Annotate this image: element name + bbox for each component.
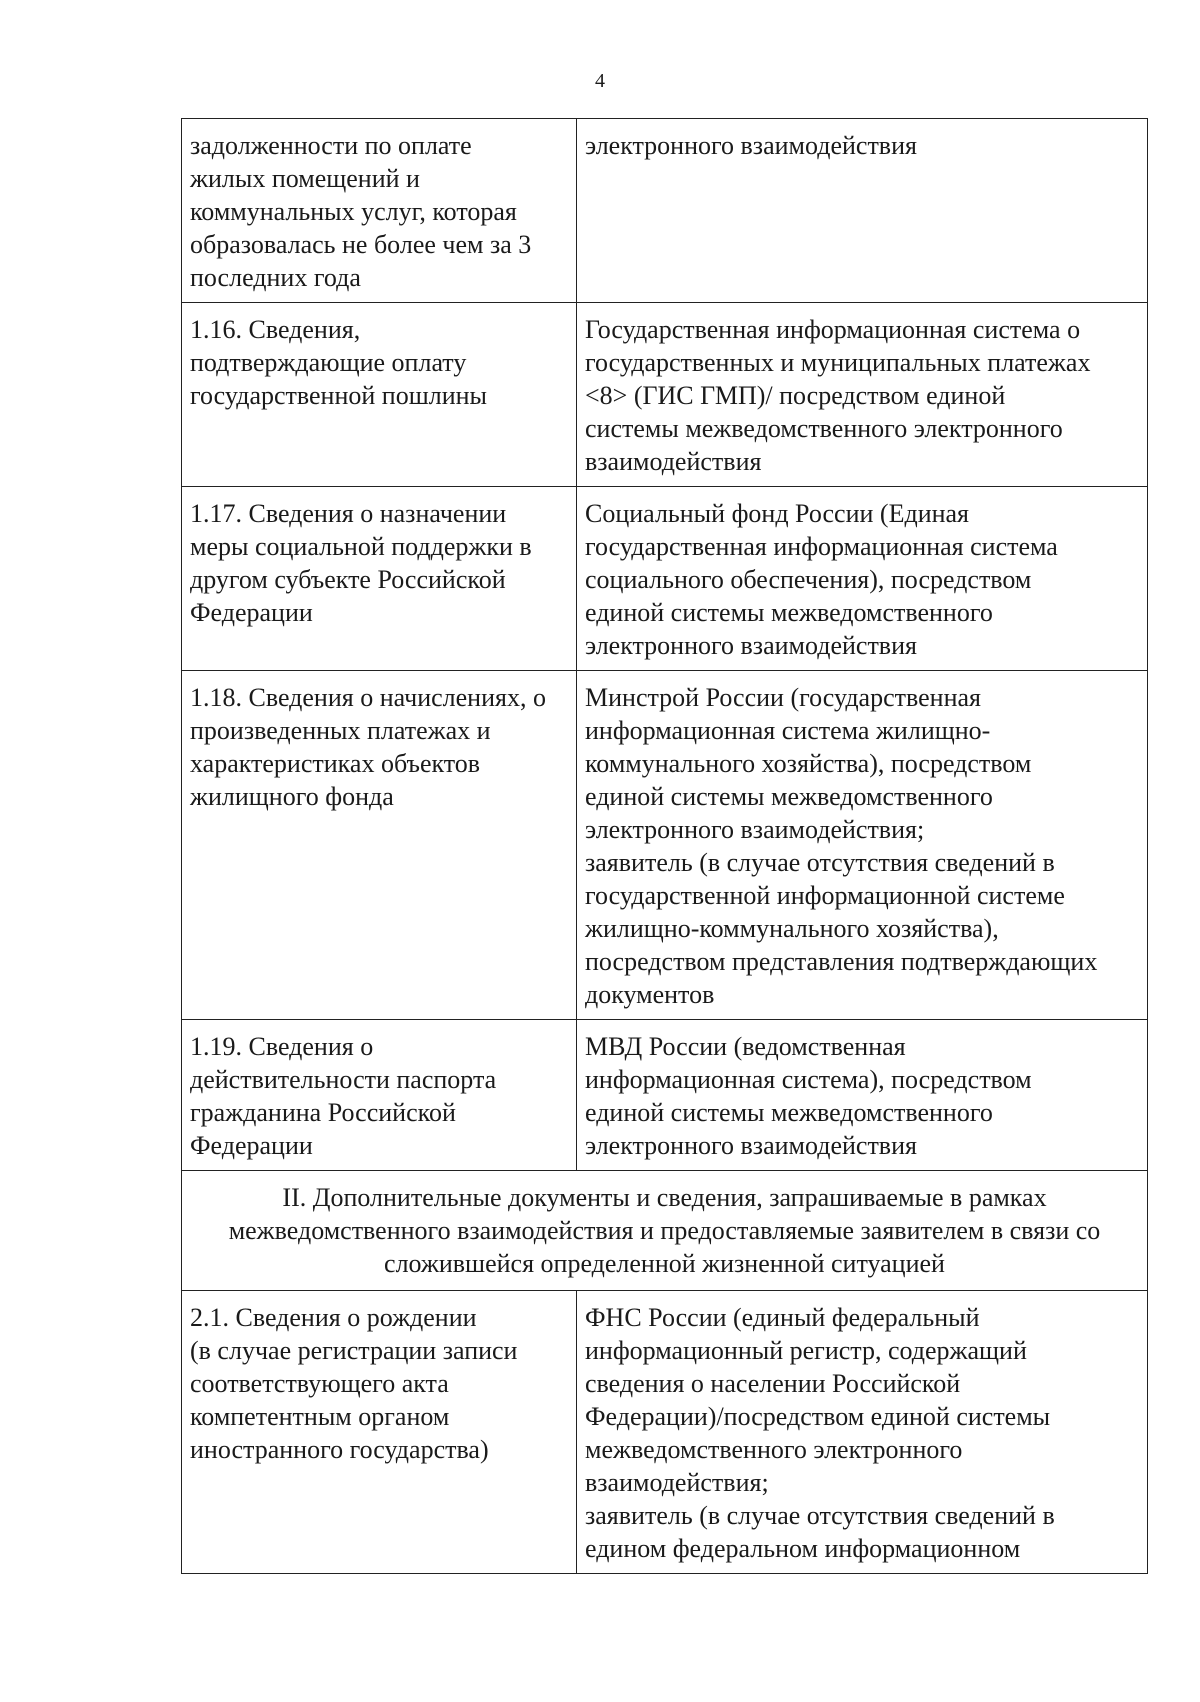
text-line: электронного взаимодействия — [585, 631, 917, 660]
table-row — [182, 119, 1148, 303]
text-line: последних года — [190, 263, 361, 292]
text-line: сведения о населении Российской — [585, 1369, 961, 1398]
text-line: единой системы межведомственного — [585, 782, 993, 811]
text-line: Минстрой России (государственная — [585, 683, 981, 712]
text-line: заявитель (в случае отсутствия сведений в — [585, 848, 1055, 877]
section-header-line: сложившейся определенной жизненной ситуацией — [384, 1249, 945, 1278]
row-1-19-left-cell — [182, 1020, 577, 1171]
text-line: единой системы межведомственного — [585, 1098, 993, 1127]
text-line: 1.18. Сведения о начислениях, о — [190, 683, 546, 712]
section-header-line: межведомственного взаимодействия и предоставляемые заявителем в связи со — [228, 1216, 1101, 1245]
text-line: Социальный фонд России (Единая — [585, 499, 970, 528]
text-line: 2.1. Сведения о рождении — [190, 1303, 477, 1332]
text-line: ФНС России (единый федеральный — [585, 1303, 980, 1332]
text-line: едином федеральном информационном — [585, 1534, 1021, 1563]
text-line: Федерации — [190, 1131, 313, 1160]
text-line: компетентным органом — [190, 1402, 450, 1431]
document-table — [181, 118, 1148, 1574]
table-row — [182, 1291, 1148, 1574]
text-line: информационная система жилищно- — [585, 716, 991, 745]
page-number: 4 — [595, 70, 605, 92]
text-line: электронного взаимодействия; — [585, 815, 925, 844]
text-line: Государственная информационная система о — [585, 315, 1081, 344]
section-header-row — [182, 1171, 1148, 1291]
text-line: иностранного государства) — [190, 1435, 489, 1464]
text-line: государственной информационной системе — [585, 881, 1065, 910]
text-line: посредством представления подтверждающих — [585, 947, 1098, 976]
row-1-18-right-cell — [577, 671, 1148, 1020]
text-line: 1.19. Сведения о — [190, 1032, 374, 1061]
text-line: взаимодействия; — [585, 1468, 769, 1497]
row-2-1-right-cell — [577, 1291, 1148, 1574]
row-2-1-left-cell — [182, 1291, 577, 1574]
text-line: жилых помещений и — [190, 164, 420, 193]
table-row — [182, 303, 1148, 487]
text-line: межведомственного электронного — [585, 1435, 963, 1464]
text-line: образовалась не более чем за 3 — [190, 230, 532, 259]
text-line: подтверждающие оплату — [190, 348, 467, 377]
text-line: информационный регистр, содержащий — [585, 1336, 1027, 1365]
text-line: жилищно-коммунального хозяйства), — [585, 914, 999, 943]
text-line: меры социальной поддержки в — [190, 532, 532, 561]
text-line: произведенных платежах и — [190, 716, 491, 745]
row-1-17-left-cell — [182, 487, 577, 671]
text-line: коммунального хозяйства), посредством — [585, 749, 1032, 778]
text-line: государственных и муниципальных платежах — [585, 348, 1091, 377]
text-line: заявитель (в случае отсутствия сведений в — [585, 1501, 1055, 1530]
text-line: характеристиках объектов — [190, 749, 481, 778]
text-line: документов — [585, 980, 715, 1009]
text-line: жилищного фонда — [190, 782, 394, 811]
text-line: действительности паспорта — [190, 1065, 497, 1094]
row-1-16-left-cell — [182, 303, 577, 487]
text-line: (в случае регистрации записи — [190, 1336, 518, 1365]
text-line: 1.17. Сведения о назначении — [190, 499, 507, 528]
text-line: электронного взаимодействия — [585, 1131, 917, 1160]
text-line: соответствующего акта — [190, 1369, 449, 1398]
table-row — [182, 1020, 1148, 1171]
row-1-16-right-cell — [577, 303, 1148, 487]
row-1-left-cell — [182, 119, 577, 303]
text-line: социального обеспечения), посредством — [585, 565, 1032, 594]
text-line: системы межведомственного электронного — [585, 414, 1063, 443]
section-header-line: II. Дополнительные документы и сведения, запрашиваемые в рамках — [282, 1183, 1047, 1212]
row-1-19-right-cell — [577, 1020, 1148, 1171]
text-line: МВД России (ведомственная — [585, 1032, 906, 1061]
text-line: информационная система), посредством — [585, 1065, 1032, 1094]
section-ii-header — [182, 1171, 1148, 1291]
text-line: электронного взаимодействия — [585, 131, 917, 160]
table-row — [182, 671, 1148, 1020]
text-line: 1.16. Сведения, — [190, 315, 361, 344]
text-line: Федерации)/посредством единой системы — [585, 1402, 1051, 1431]
text-line: государственной пошлины — [190, 381, 488, 410]
text-line: <8> (ГИС ГМП)/ посредством единой — [585, 381, 1006, 410]
text-line: государственная информационная система — [585, 532, 1058, 561]
text-line: гражданина Российской — [190, 1098, 456, 1127]
row-1-18-left-cell — [182, 671, 577, 1020]
row-1-17-right-cell — [577, 487, 1148, 671]
text-line: взаимодействия — [585, 447, 762, 476]
text-line: единой системы межведомственного — [585, 598, 993, 627]
text-line: задолженности по оплате — [190, 131, 472, 160]
table-row — [182, 487, 1148, 671]
text-line: другом субъекте Российской — [190, 565, 506, 594]
text-line: Федерации — [190, 598, 313, 627]
row-1-right-cell — [577, 119, 1148, 303]
text-line: коммунальных услуг, которая — [190, 197, 517, 226]
